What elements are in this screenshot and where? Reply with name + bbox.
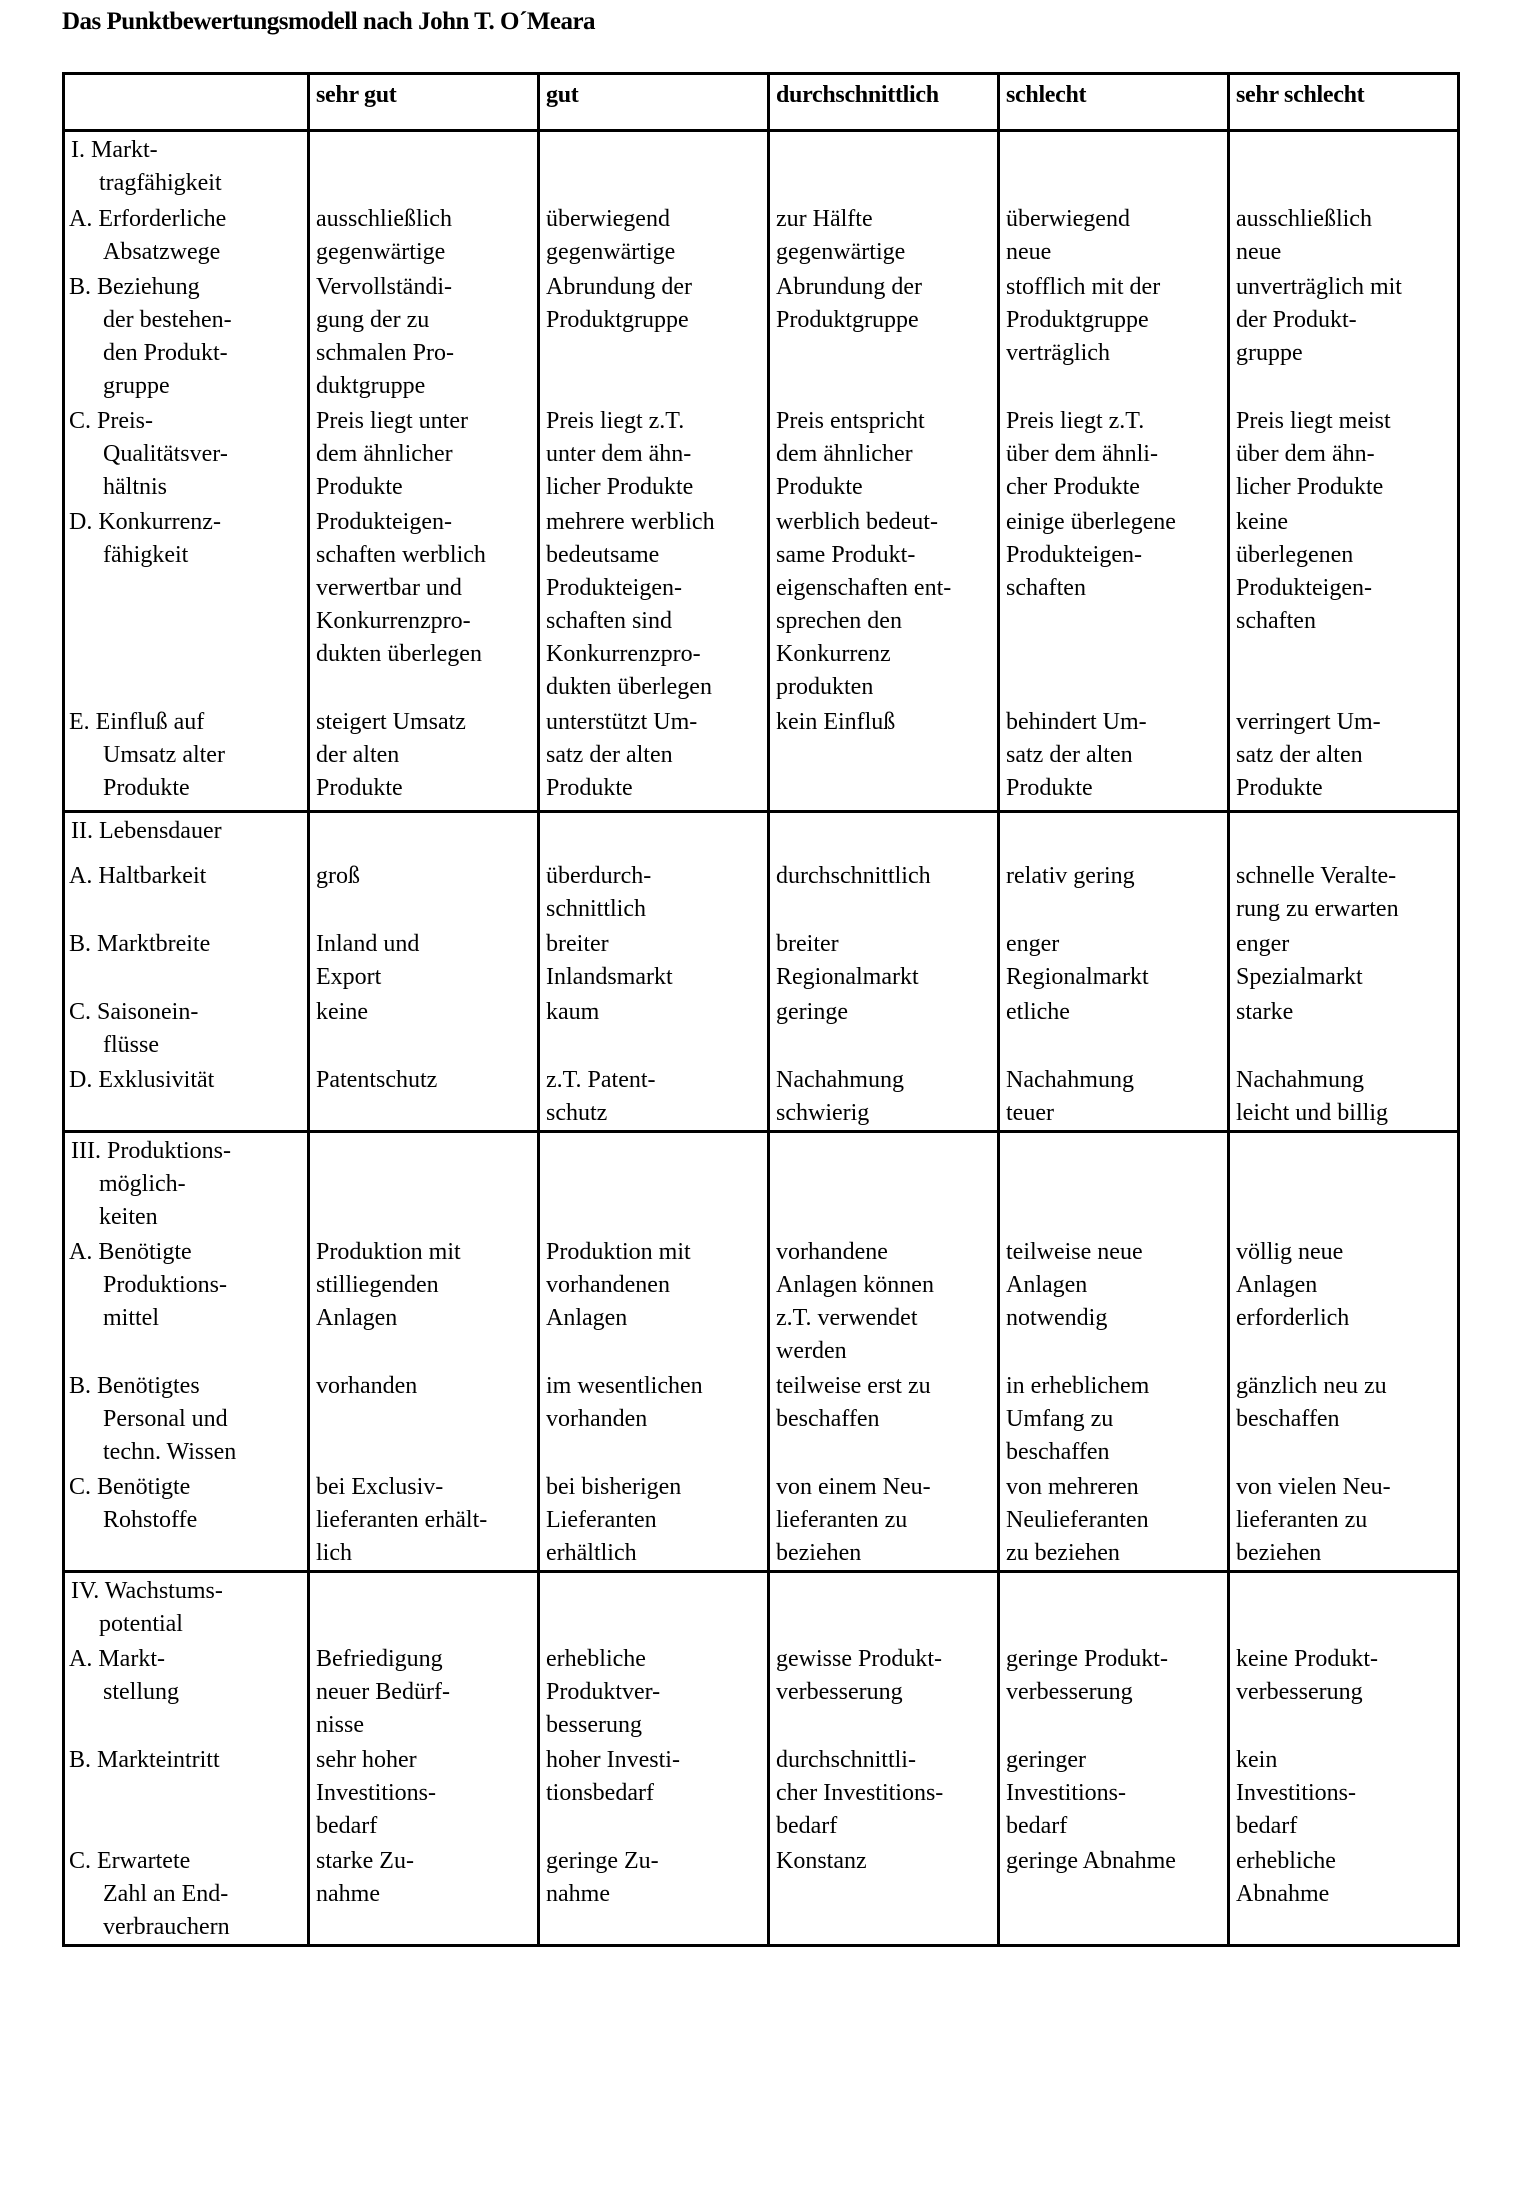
criterion-label [64,269,309,403]
section-label [64,131,309,201]
rating-cell-sehr-gut: Vervollständi- gung der zu schmalen Pro- duktgruppe [309,269,539,403]
rating-cell-gut: Abrundung der Produktgruppe [539,269,769,403]
label-line: hältnis [103,473,167,500]
rating-cell-schlecht: Nachahmung teuer [999,1062,1229,1132]
criterion-label [64,1062,309,1132]
rating-cell-sehr-gut: vorhanden [309,1368,539,1469]
rating-cell-sehr-schlecht: keine Produkt- verbesserung [1229,1641,1459,1742]
document-title: Das Punktbewertungsmodell nach John T. O´Meara [62,8,596,35]
table-row [64,1641,1459,1742]
table-body [64,131,1459,1946]
header-cell-schlecht: schlecht [999,74,1229,131]
section-empty-cell [999,812,1229,858]
criterion-label [64,201,309,269]
rating-cell-schlecht: relativ gering [999,858,1229,926]
header-cell-sehr-schlecht: sehr schlecht [1229,74,1459,131]
rating-cell-gut: hoher Investi- tionsbedarf [539,1742,769,1843]
label-line: möglich- [99,1170,186,1197]
label-line: A. Erforderliche [69,205,227,232]
criterion-label [64,858,309,926]
rating-cell-sehr-schlecht: unverträglich mit der Produkt- gruppe [1229,269,1459,403]
table-row [64,1234,1459,1368]
rating-cell-schlecht: geringe Produkt- verbesserung [999,1641,1229,1742]
section-empty-cell [539,812,769,858]
rating-cell-durchschnittlich: vorhandene Anlagen können z.T. verwendet werden [769,1234,999,1368]
section-row [64,812,1459,858]
label-line: fähigkeit [103,541,189,568]
label-line: D. Konkurrenz- [69,508,221,535]
label-line: C. Saisonein- [69,998,199,1025]
rating-cell-durchschnittlich: Konstanz [769,1843,999,1946]
section-empty-cell [769,812,999,858]
rating-cell-sehr-schlecht: gänzlich neu zu beschaffen [1229,1368,1459,1469]
label-line: den Produkt- [103,339,228,366]
table-row [64,1742,1459,1843]
label-line: Produkte [103,774,190,801]
section-empty-cell [769,131,999,201]
rating-cell-sehr-gut: Preis liegt unter dem ähnlicher Produkte [309,403,539,504]
rating-cell-sehr-schlecht: verringert Um- satz der alten Produkte [1229,704,1459,812]
rating-cell-sehr-gut: sehr hoher Investitions- bedarf [309,1742,539,1843]
rating-cell-schlecht: stofflich mit der Produktgruppe verträglich [999,269,1229,403]
criterion-label [64,1843,309,1946]
rating-cell-gut: Produktion mit vorhandenen Anlagen [539,1234,769,1368]
rating-cell-durchschnittlich: gewisse Produkt- verbesserung [769,1641,999,1742]
header-cell-durchschnittlich: durchschnittlich [769,74,999,131]
label-line: A. Benötigte [69,1238,192,1265]
rating-cell-schlecht: einige überlegene Produkteigen- schaften [999,504,1229,704]
rating-cell-durchschnittlich: Abrundung der Produktgruppe [769,269,999,403]
rating-cell-gut: geringe Zu- nahme [539,1843,769,1946]
criterion-label [64,1742,309,1843]
rating-cell-durchschnittlich: von einem Neu- lieferanten zu beziehen [769,1469,999,1572]
rating-cell-sehr-schlecht: schnelle Veralte- rung zu erwarten [1229,858,1459,926]
rating-cell-sehr-schlecht: erhebliche Abnahme [1229,1843,1459,1946]
rating-cell-sehr-gut: Befriedigung neuer Bedürf- nisse [309,1641,539,1742]
label-line: Produktions- [103,1271,228,1298]
label-line: A. Haltbarkeit [69,862,207,889]
rating-cell-sehr-gut: starke Zu- nahme [309,1843,539,1946]
rating-cell-gut: überwiegend gegenwärtige [539,201,769,269]
label-line: C. Erwartete [69,1848,191,1874]
rating-cell-sehr-gut: Patentschutz [309,1062,539,1132]
evaluation-table [62,72,1460,1947]
rating-cell-gut: Preis liegt z.T. unter dem ähn- licher Produkte [539,403,769,504]
rating-cell-sehr-schlecht: keine überlegenen Produkteigen- schaften [1229,504,1459,704]
section-empty-cell [539,1571,769,1641]
rating-cell-schlecht: behindert Um- satz der alten Produkte [999,704,1229,812]
label-line: C. Preis- [69,407,153,434]
rating-cell-sehr-schlecht: Nachahmung leicht und billig [1229,1062,1459,1132]
rating-cell-sehr-schlecht: Preis liegt meist über dem ähn- licher Produkte [1229,403,1459,504]
rating-cell-schlecht: geringer Investitions- bedarf [999,1742,1229,1843]
rating-cell-schlecht: geringe Abnahme [999,1843,1229,1946]
rating-cell-durchschnittlich: Preis entspricht dem ähnlicher Produkte [769,403,999,504]
rating-cell-sehr-gut: groß [309,858,539,926]
rating-cell-sehr-gut: ausschließlich gegenwärtige [309,201,539,269]
rating-cell-durchschnittlich: breiter Regionalmarkt [769,926,999,994]
criterion-label [64,926,309,994]
criterion-label [64,994,309,1062]
rating-cell-gut: unterstützt Um- satz der alten Produkte [539,704,769,812]
section-empty-cell [309,131,539,201]
label-line: Absatzwege [103,238,221,265]
rating-cell-sehr-schlecht: ausschließlich neue [1229,201,1459,269]
criterion-label [64,403,309,504]
header-cell-gut: gut [539,74,769,131]
section-empty-cell [1229,131,1459,201]
label-line: potential [99,1610,183,1637]
section-empty-cell [769,1571,999,1641]
rating-cell-sehr-gut: Produkteigen- schaften werblich verwertbar und Konkurrenzpro- dukten überlegen [309,504,539,704]
criterion-label [64,1469,309,1572]
label-line: IV. Wachstums- [71,1577,223,1604]
label-line: D. Exklusivität [69,1066,215,1093]
rating-cell-durchschnittlich: kein Einfluß [769,704,999,812]
label-line: B. Marktbreite [69,930,211,957]
criterion-label [64,1368,309,1469]
section-label [64,1571,309,1641]
section-label [64,1131,309,1234]
rating-cell-sehr-schlecht: kein Investitions- bedarf [1229,1742,1459,1843]
label-line: stellung [103,1679,179,1705]
label-line: II. Lebensdauer [71,818,222,844]
rating-cell-sehr-schlecht: starke [1229,994,1459,1062]
table-row [64,704,1459,812]
rating-cell-durchschnittlich: durchschnittli- cher Investitions- bedarf [769,1742,999,1843]
section-empty-cell [1229,1131,1459,1234]
label-line: der bestehen- [103,306,232,333]
label-line: C. Benötigte [69,1473,191,1500]
rating-cell-gut: kaum [539,994,769,1062]
rating-cell-sehr-gut: steigert Umsatz der alten Produkte [309,704,539,812]
rating-cell-durchschnittlich: durchschnittlich [769,858,999,926]
rating-cell-gut: z.T. Patent- schutz [539,1062,769,1132]
label-line: gruppe [103,372,170,399]
rating-cell-gut: bei bisherigen Lieferanten erhältlich [539,1469,769,1572]
section-empty-cell [999,1131,1229,1234]
rating-cell-durchschnittlich: werblich bedeut- same Produkt- eigenschaften ent- sprechen den Konkurrenz produkten [769,504,999,704]
rating-cell-sehr-gut: keine [309,994,539,1062]
rating-cell-durchschnittlich: zur Hälfte gegenwärtige [769,201,999,269]
label-line: keiten [99,1203,158,1230]
label-line: Qualitätsver- [103,440,228,467]
table-row [64,201,1459,269]
section-label [64,812,309,858]
rating-cell-sehr-schlecht: von vielen Neu- lieferanten zu beziehen [1229,1469,1459,1572]
header-cell-sehr-gut: sehr gut [309,74,539,131]
table-row [64,269,1459,403]
label-line: tragfähigkeit [99,170,222,196]
section-empty-cell [769,1131,999,1234]
rating-cell-schlecht: teilweise neue Anlagen notwendig [999,1234,1229,1368]
table-row [64,1368,1459,1469]
label-line: Zahl an End- [103,1881,229,1907]
table-row [64,858,1459,926]
table-row [64,926,1459,994]
label-line: mittel [103,1304,159,1331]
label-line: III. Produktions- [71,1137,231,1164]
header-cell-empty [64,74,309,131]
label-line: Umsatz alter [103,741,225,768]
rating-cell-durchschnittlich: geringe [769,994,999,1062]
rating-cell-gut: im wesentlichen vorhanden [539,1368,769,1469]
label-line: flüsse [103,1031,159,1058]
section-empty-cell [539,131,769,201]
section-empty-cell [309,812,539,858]
label-line: A. Markt- [69,1646,165,1672]
criterion-label [64,704,309,812]
section-row [64,131,1459,201]
table-row [64,1062,1459,1132]
header-row [64,74,1459,131]
rating-cell-gut: breiter Inlandsmarkt [539,926,769,994]
rating-cell-gut: überdurch- schnittlich [539,858,769,926]
label-line: E. Einfluß auf [69,708,205,735]
criterion-label [64,1234,309,1368]
rating-cell-durchschnittlich: teilweise erst zu beschaffen [769,1368,999,1469]
label-line: Rohstoffe [103,1506,198,1533]
rating-cell-sehr-schlecht: enger Spezialmarkt [1229,926,1459,994]
rating-cell-sehr-schlecht: völlig neue Anlagen erforderlich [1229,1234,1459,1368]
section-empty-cell [539,1131,769,1234]
label-line: I. Markt- [71,137,158,163]
rating-cell-schlecht: von mehreren Neulieferanten zu beziehen [999,1469,1229,1572]
table-row [64,1843,1459,1946]
section-empty-cell [309,1131,539,1234]
rating-cell-schlecht: etliche [999,994,1229,1062]
rating-cell-schlecht: in erheblichem Umfang zu beschaffen [999,1368,1229,1469]
label-line: B. Benötigtes [69,1372,200,1399]
rating-cell-schlecht: enger Regionalmarkt [999,926,1229,994]
rating-cell-durchschnittlich: Nachahmung schwierig [769,1062,999,1132]
table-row [64,403,1459,504]
label-line: B. Markteintritt [69,1747,220,1773]
rating-cell-sehr-gut: bei Exclusiv- lieferanten erhält- lich [309,1469,539,1572]
rating-cell-schlecht: Preis liegt z.T. über dem ähnli- cher Produkte [999,403,1229,504]
section-empty-cell [309,1571,539,1641]
table-row [64,994,1459,1062]
rating-cell-gut: erhebliche Produktver- besserung [539,1641,769,1742]
rating-cell-gut: mehrere werblich bedeutsame Produkteigen- schaften sind Konkurrenzpro- dukten überlegen [539,504,769,704]
section-empty-cell [999,1571,1229,1641]
label-line: B. Beziehung [69,273,200,300]
label-line: verbrauchern [103,1914,230,1940]
rating-cell-schlecht: überwiegend neue [999,201,1229,269]
section-empty-cell [1229,1571,1459,1641]
label-line: techn. Wissen [103,1438,237,1465]
section-empty-cell [1229,812,1459,858]
table-row [64,1469,1459,1572]
rating-cell-sehr-gut: Inland und Export [309,926,539,994]
section-empty-cell [999,131,1229,201]
label-line: Personal und [103,1405,228,1432]
criterion-label [64,504,309,704]
table-row [64,504,1459,704]
rating-cell-sehr-gut: Produktion mit stilliegenden Anlagen [309,1234,539,1368]
section-row [64,1571,1459,1641]
section-row [64,1131,1459,1234]
criterion-label [64,1641,309,1742]
